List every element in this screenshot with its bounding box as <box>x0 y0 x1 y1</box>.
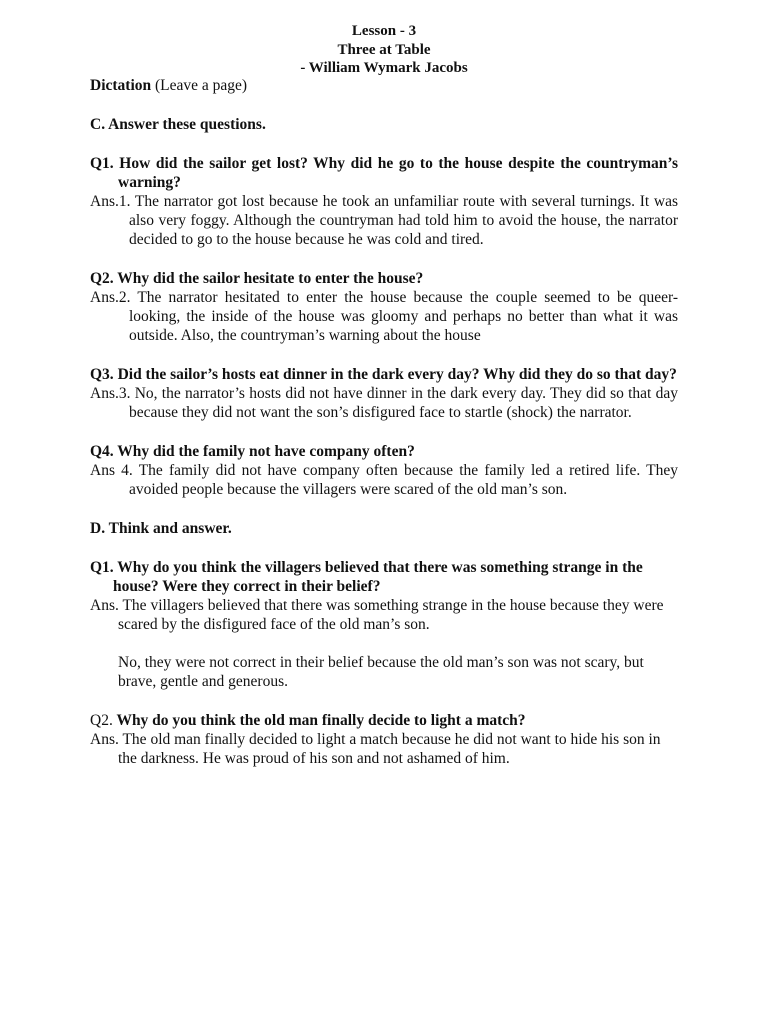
question <box>90 711 678 730</box>
question-number: Q1. <box>90 155 114 172</box>
question <box>90 269 678 288</box>
answer-text: The narrator hesitated to enter the house because the couple seemed to be queer-looking, the inside of the house was gloomy and perhaps no better than what it was outside. Also, the countryman’s warning about the house <box>129 289 678 344</box>
question-number: Q4. <box>90 443 114 460</box>
qa-block <box>90 558 678 691</box>
answer-number: Ans.2. <box>90 289 131 306</box>
question-text: Why do you think the old man finally decide to light a match? <box>116 712 526 729</box>
answer-number: Ans 4. <box>90 462 133 479</box>
answer-number: Ans.3. <box>90 385 131 402</box>
qa-block <box>90 269 678 345</box>
answer-text: The villagers believed that there was something strange in the house because they were scared by the disfigured face of the old man’s son. <box>118 597 664 633</box>
answer <box>90 461 678 499</box>
qa-block <box>90 442 678 499</box>
dictation-note: (Leave a page) <box>155 77 248 94</box>
answer-paragraph: No, they were not correct in their belief because the old man’s son was not scary, but brave, gentle and generous. <box>118 654 644 690</box>
question-number: Q2. <box>90 712 113 729</box>
question-text: Why did the sailor hesitate to enter the house? <box>117 270 424 287</box>
answer-number: Ans. <box>90 731 119 748</box>
qa-block <box>90 711 678 768</box>
question-text: How did the sailor get lost? Why did he go to the house despite the countryman’s warning? <box>118 155 678 191</box>
section-c-title: C. Answer these questions. <box>90 116 266 133</box>
question-text: Why did the family not have company often? <box>117 443 415 460</box>
answer <box>90 384 678 422</box>
question-number: Q2. <box>90 270 114 287</box>
lesson-title: Three at Table <box>337 41 431 58</box>
answer <box>90 730 678 768</box>
answer-text: The narrator got lost because he took an unfamiliar route with several turnings. It was also very foggy. Although the countryman had told him to avoid the house, the narrator decided to go to the house because he was cold and tired. <box>129 193 678 248</box>
answer-number: Ans.1. <box>90 193 131 210</box>
dictation-label: Dictation <box>90 77 152 94</box>
qa-block <box>90 365 678 422</box>
question <box>90 365 678 384</box>
document-body <box>90 76 678 768</box>
answer <box>90 192 678 249</box>
question <box>90 442 678 461</box>
answer-text: The family did not have company often because the family led a retired life. They avoided people because the villagers were scared of the old man’s son. <box>129 462 678 498</box>
question-number: Q1. <box>90 559 114 576</box>
lesson-number: Lesson - 3 <box>351 23 417 39</box>
answer-number: Ans. <box>90 597 119 614</box>
qa-block <box>90 154 678 249</box>
lesson-author: - William Wymark Jacobs <box>300 60 468 76</box>
lesson-header <box>0 22 768 78</box>
dictation-line <box>90 76 678 95</box>
question-text: Did the sailor’s hosts eat dinner in the dark every day? Why did they do so that day? <box>117 366 677 383</box>
question-text: Why do you think the villagers believed that there was something strange in the house? Were they correct in their belief? <box>113 559 643 595</box>
answer <box>90 288 678 345</box>
section-d-title: D. Think and answer. <box>90 520 232 537</box>
answer-text: The old man finally decided to light a match because he did not want to hide his son in the darkness. He was proud of his son and not ashamed of him. <box>118 731 661 767</box>
question <box>90 558 678 596</box>
question-number: Q3. <box>90 366 114 383</box>
answer <box>90 596 678 634</box>
question <box>90 154 678 192</box>
answer-text: No, the narrator’s hosts did not have dinner in the dark every day. They did so that day because they did not want the son’s disfigured face to startle (shock) the narrator. <box>129 385 678 421</box>
